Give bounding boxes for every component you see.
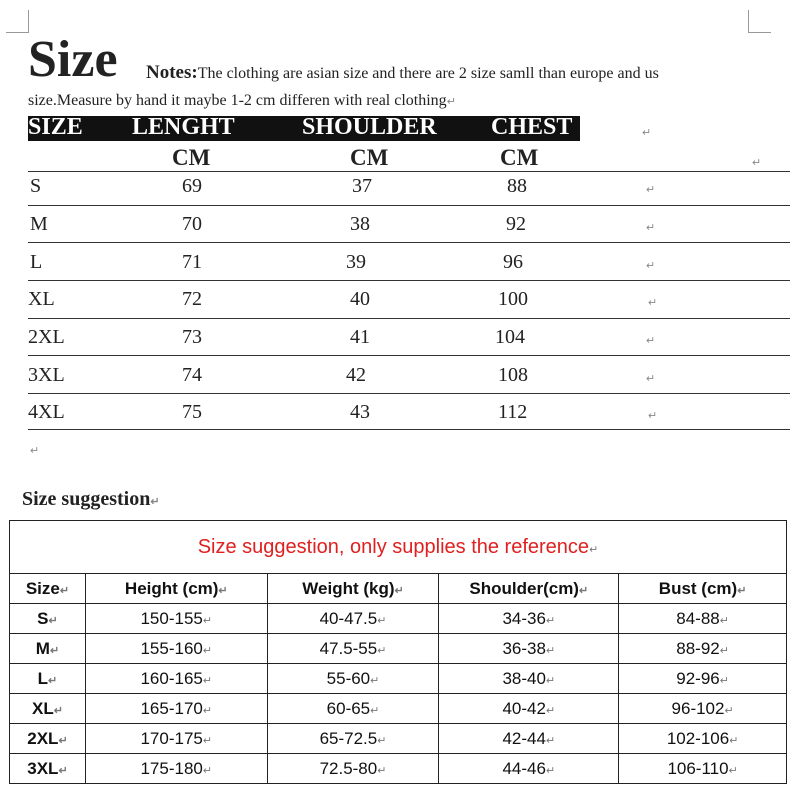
paragraph-mark-icon: ↵ [49, 644, 60, 657]
paragraph-mark-icon: ↵ [370, 674, 380, 687]
header-shoulder: SHOULDER [302, 114, 437, 140]
paragraph-mark-icon: ↵ [202, 704, 213, 717]
table-cell [439, 694, 619, 724]
table-cell-value: 96-102 [671, 698, 725, 718]
column-header [439, 574, 619, 604]
table-rule [28, 205, 790, 206]
table-cell [439, 664, 619, 694]
paragraph-mark-icon: ↵ [202, 614, 213, 627]
table-cell-value: 47.5-55 [319, 638, 378, 658]
table-cell [85, 664, 267, 694]
table-cell-length: 70 [182, 213, 202, 235]
table-cell-chest: 88 [507, 175, 527, 197]
table-row [10, 664, 787, 694]
table-cell-value: 34-36 [502, 608, 546, 628]
unit-length: CM [172, 145, 211, 170]
table-cell-value: 165-170 [140, 698, 203, 718]
table-cell-value: 44-46 [502, 758, 546, 778]
size-suggestion-table [9, 520, 787, 784]
table-cell-value: 102-106 [666, 728, 730, 748]
column-header [267, 574, 439, 604]
table-rule [28, 280, 790, 281]
table-cell-length: 69 [182, 175, 202, 197]
table-cell-size: M [30, 213, 48, 235]
paragraph-mark-icon: ↵ [58, 734, 68, 747]
table-cell [10, 664, 86, 694]
table-rule [28, 318, 790, 319]
paragraph-mark-icon: ↵ [150, 496, 160, 508]
paragraph-mark-icon: ↵ [48, 614, 58, 627]
paragraph-mark-icon: ↵ [370, 704, 380, 717]
table-cell-chest: 100 [498, 288, 528, 310]
column-header-label: Weight (kg) [302, 578, 395, 598]
suggestion-section-title [22, 488, 160, 511]
column-header-label: Size [25, 578, 60, 598]
table-row [10, 754, 787, 784]
table-cell [10, 634, 86, 664]
table-cell [85, 754, 267, 784]
paragraph-mark-icon: ↵ [202, 644, 213, 657]
table-cell-length: 75 [182, 401, 202, 423]
column-header-label: Height (cm) [124, 578, 219, 598]
table-rule [28, 393, 790, 394]
paragraph-mark-icon: ↵ [648, 297, 658, 309]
table-cell [619, 604, 787, 634]
paragraph-mark-icon: ↵ [202, 764, 213, 777]
table-cell-size: 3XL [28, 364, 65, 386]
paragraph-mark-icon: ↵ [545, 644, 556, 657]
table-rule [28, 429, 790, 430]
suggestion-header-row [10, 574, 787, 604]
paragraph-mark-icon: ↵ [724, 704, 734, 717]
table-row [10, 604, 787, 634]
table-row [10, 724, 787, 754]
table-cell-shoulder: 38 [350, 213, 370, 235]
paragraph-mark-icon: ↵ [48, 674, 58, 687]
unit-shoulder: CM [350, 145, 389, 170]
table-cell-value: 38-40 [502, 668, 546, 688]
table-cell [85, 724, 267, 754]
paragraph-mark-icon: ↵ [394, 584, 404, 597]
table-cell-shoulder: 39 [346, 251, 366, 273]
table-cell [267, 604, 439, 634]
paragraph-mark-icon: ↵ [719, 644, 729, 657]
table-cell-value: 2XL [27, 728, 59, 748]
table-cell-value: 36-38 [502, 638, 546, 658]
table-cell-shoulder: 42 [346, 364, 366, 386]
table-cell [439, 634, 619, 664]
page-corner-mark [6, 10, 29, 33]
table-cell-value: 170-175 [140, 728, 203, 748]
unit-chest: CM [500, 145, 539, 170]
table-cell [267, 754, 439, 784]
page-title: Size [28, 31, 118, 88]
table-rule [28, 355, 790, 356]
paragraph-mark-icon: ↵ [752, 157, 762, 169]
table-cell [619, 754, 787, 784]
table-cell-value: 72.5-80 [319, 758, 378, 778]
table-cell [267, 694, 439, 724]
paragraph-mark-icon: ↵ [377, 764, 387, 777]
table-cell-length: 73 [182, 326, 202, 348]
table-cell [85, 634, 267, 664]
table-cell [439, 724, 619, 754]
table-cell [619, 664, 787, 694]
paragraph-mark-icon: ↵ [545, 704, 556, 717]
paragraph-mark-icon: ↵ [30, 445, 40, 457]
table-cell-shoulder: 40 [350, 288, 370, 310]
table-cell-size: S [30, 175, 42, 197]
paragraph-mark-icon: ↵ [218, 584, 228, 597]
table-rule [28, 242, 790, 243]
table-cell-value: 84-88 [676, 608, 720, 628]
paragraph-mark-icon: ↵ [58, 764, 68, 777]
paragraph-mark-icon: ↵ [59, 584, 70, 597]
table-cell-value: 3XL [27, 758, 59, 778]
paragraph-mark-icon: ↵ [545, 734, 556, 747]
table-cell-chest: 92 [506, 213, 526, 235]
table-cell-size: 2XL [28, 326, 65, 348]
table-row [10, 694, 787, 724]
paragraph-mark-icon: ↵ [377, 644, 387, 657]
table-cell [10, 754, 86, 784]
paragraph-mark-icon: ↵ [728, 764, 738, 777]
paragraph-mark-icon: ↵ [446, 96, 456, 108]
notes-line-2 [28, 92, 456, 110]
column-header-label: Shoulder(cm) [469, 578, 579, 598]
paragraph-mark-icon: ↵ [377, 614, 387, 627]
table-cell-value: 92-96 [676, 668, 720, 688]
table-row [10, 634, 787, 664]
paragraph-mark-icon: ↵ [646, 184, 656, 196]
table-cell-value: 60-65 [326, 698, 371, 718]
table-cell-value: 55-60 [326, 668, 371, 688]
suggestion-caption [10, 521, 787, 574]
header-size: SIZE [28, 114, 83, 140]
table-cell-shoulder: 41 [350, 326, 370, 348]
paragraph-mark-icon: ↵ [719, 614, 729, 627]
suggestion-caption-text: Size suggestion, only supplies the reference [197, 535, 590, 558]
table-cell-value: 42-44 [502, 728, 546, 748]
header-length: LENGHT [132, 114, 235, 140]
paragraph-mark-icon: ↵ [646, 222, 656, 234]
paragraph-mark-icon: ↵ [202, 734, 213, 747]
notes-text-2: size.Measure by hand it maybe 1-2 cm differen with real clothing [28, 92, 447, 109]
paragraph-mark-icon: ↵ [737, 584, 747, 597]
paragraph-mark-icon: ↵ [589, 543, 599, 556]
table-cell-value: 88-92 [676, 638, 720, 658]
table-cell-value: S [37, 608, 49, 628]
table-cell-value: 106-110 [667, 758, 729, 778]
table-cell-shoulder: 43 [350, 401, 370, 423]
table-cell [619, 634, 787, 664]
paragraph-mark-icon: ↵ [545, 614, 556, 627]
table-cell [439, 754, 619, 784]
page-corner-mark [748, 10, 771, 33]
table-cell-value: L [37, 668, 49, 688]
paragraph-mark-icon: ↵ [545, 674, 556, 687]
table-cell-value: M [35, 638, 50, 658]
table-cell [619, 724, 787, 754]
table-cell-length: 71 [182, 251, 202, 273]
table-cell [10, 604, 86, 634]
table-cell [10, 724, 86, 754]
paragraph-mark-icon: ↵ [202, 674, 213, 687]
column-header [10, 574, 86, 604]
table-cell [267, 664, 439, 694]
table-cell-length: 72 [182, 288, 202, 310]
paragraph-mark-icon: ↵ [646, 335, 656, 347]
table-cell [267, 634, 439, 664]
table-cell-chest: 104 [495, 326, 525, 348]
paragraph-mark-icon: ↵ [545, 764, 556, 777]
notes-text: The clothing are asian size and there are 2 size samll than europe and us [197, 65, 659, 82]
table-cell-value: 175-180 [140, 758, 203, 778]
table-cell-chest: 112 [498, 401, 528, 423]
table-cell [85, 604, 267, 634]
paragraph-mark-icon: ↵ [729, 734, 739, 747]
suggestion-caption-row [10, 521, 787, 574]
notes-label: Notes: [146, 62, 198, 83]
table-cell [85, 694, 267, 724]
table-cell-size: XL [28, 288, 55, 310]
table-cell-value: XL [31, 698, 54, 718]
paragraph-mark-icon: ↵ [648, 410, 658, 422]
table-cell [10, 694, 86, 724]
header-chest: CHEST [491, 114, 573, 140]
table-cell-value: 160-165 [140, 668, 203, 688]
table-cell-value: 40-47.5 [319, 608, 378, 628]
paragraph-mark-icon: ↵ [646, 260, 656, 272]
table-cell-chest: 96 [503, 251, 523, 273]
paragraph-mark-icon: ↵ [53, 704, 63, 717]
table-cell-value: 65-72.5 [319, 728, 378, 748]
column-header [85, 574, 267, 604]
table-cell-value: 40-42 [502, 698, 546, 718]
table-cell-size: L [30, 251, 43, 273]
table-cell-value: 155-160 [140, 638, 203, 658]
column-header [619, 574, 787, 604]
suggestion-title-text: Size suggestion [22, 488, 151, 510]
table-cell-size: 4XL [28, 401, 65, 423]
notes-line-1 [146, 62, 659, 84]
table-cell-length: 74 [182, 364, 202, 386]
paragraph-mark-icon: ↵ [578, 584, 589, 597]
table-cell-chest: 108 [498, 364, 528, 386]
suggestion-table-body [10, 604, 787, 784]
table-cell [267, 724, 439, 754]
table-cell-value: 150-155 [140, 608, 203, 628]
table-cell-shoulder: 37 [352, 175, 372, 197]
table-rule [28, 171, 790, 172]
paragraph-mark-icon: ↵ [646, 373, 656, 385]
column-header-label: Bust (cm) [658, 578, 738, 598]
paragraph-mark-icon: ↵ [642, 127, 652, 139]
paragraph-mark-icon: ↵ [377, 734, 387, 747]
paragraph-mark-icon: ↵ [719, 674, 729, 687]
table-cell [439, 604, 619, 634]
table-cell [619, 694, 787, 724]
